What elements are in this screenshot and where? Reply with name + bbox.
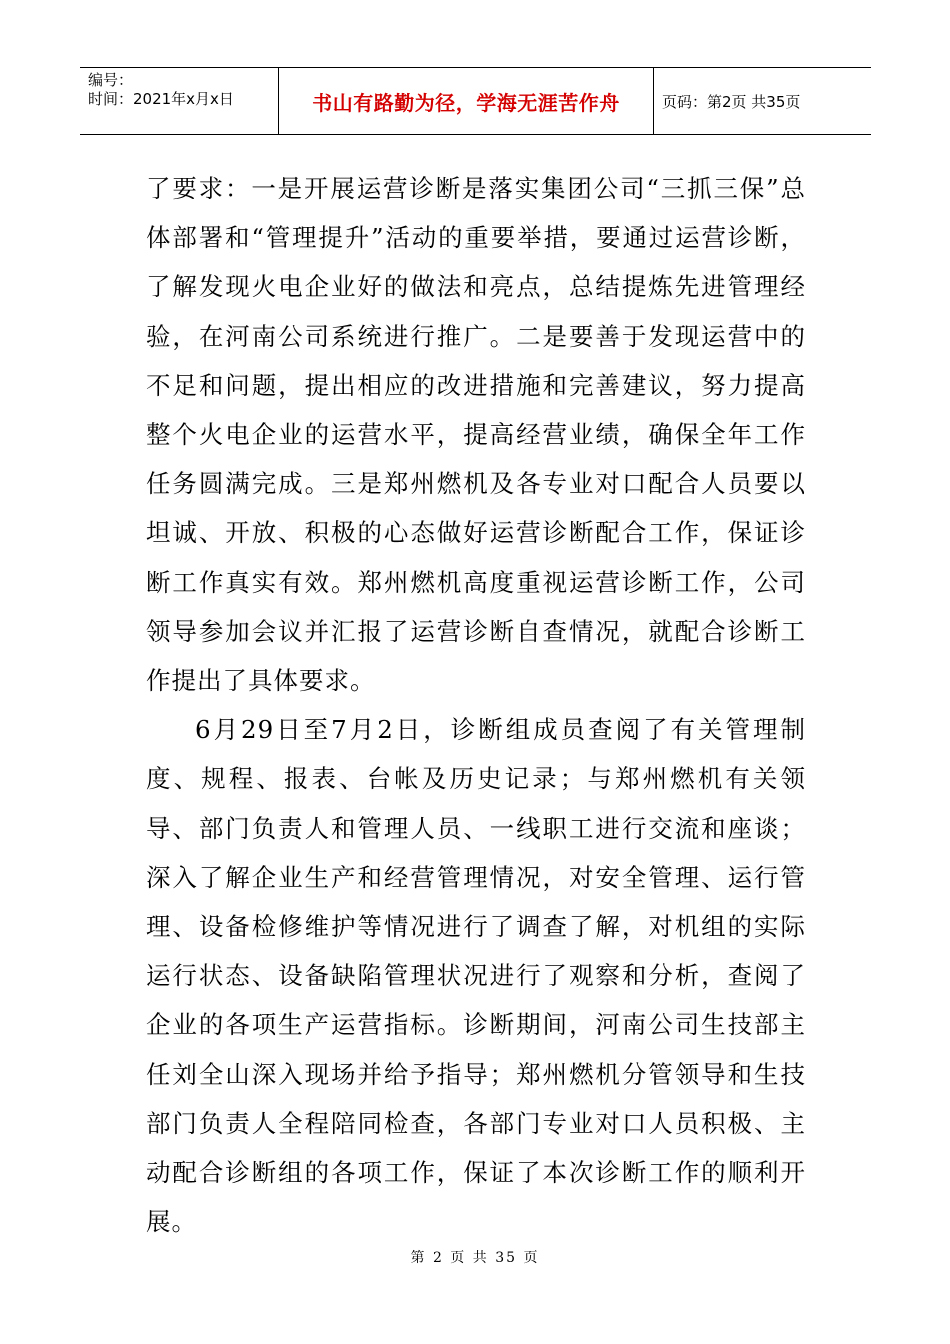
header-page-code: 页码：第2页 共35页 [662,92,801,111]
document-body [146,164,806,1246]
page-header [80,67,871,135]
document-number-label: 编号： [88,71,134,89]
paragraph-continuation: 了要求：一是开展运营诊断是落实集团公司“三抓三保”总体部署和“管理提升”活动的重要举措，要通过运营诊断，了解发现火电企业好的做法和亮点，总结提炼先进管理经验，在河南公司系统进行推广。二是要善于发现运营中的不足和问题，提出相应的改进措施和完善建议，努力提高整个火电企业的运营水平，提高经营业绩，确保全年工作任务圆满完成。三是郑州燃机及各专业对口配合人员要以坦诚、开放、积极的心态做好运营诊断配合工作，保证诊断工作真实有效。郑州燃机高度重视运营诊断工作，公司领导参加会议并汇报了运营诊断自查情况，就配合诊断工作提出了具体要求。 [146,174,806,696]
paragraph: 6月29日至7月2日，诊断组成员查阅了有关管理制度、规程、报表、台帐及历史记录；与郑州燃机有关领导、部门负责人和管理人员、一线职工进行交流和座谈；深入了解企业生产和经营管理情况，对安全管理、运行管理、设备检修维护等情况进行了调查了解，对机组的实际运行状态、设备缺陷管理状况进行了观察和分析，查阅了企业的各项生产运营指标。诊断期间，河南公司生技部主任刘全山深入现场并给予指导；郑州燃机分管领导和生技部门负责人全程陪同检查，各部门专业对口人员积极、主动配合诊断组的各项工作，保证了本次诊断工作的顺利开展。 [146,715,806,1237]
header-meta [80,68,279,134]
header-motto: 书山有路勤为径，学海无涯苦作舟 [279,68,654,134]
page-footer: 第 2 页 共 35 页 [410,1250,540,1266]
document-time-label: 时间：2021年x月x日 [88,90,234,108]
